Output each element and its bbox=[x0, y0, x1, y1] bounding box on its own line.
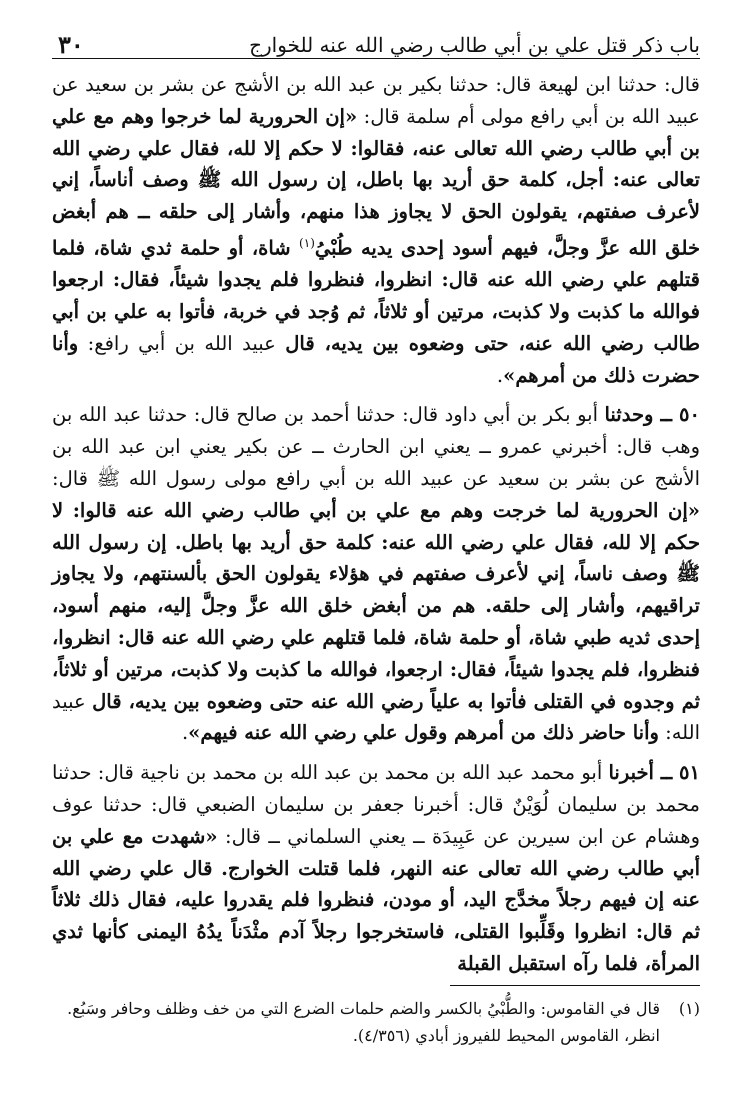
chapter-title: باب ذكر قتل علي بن أبي طالب رضي الله عنه للخوارج bbox=[249, 33, 700, 57]
hadith-number: ٥٠ ــ وحدثنا bbox=[604, 403, 700, 427]
footnotes bbox=[52, 995, 700, 1049]
footnote-mark: (١) bbox=[678, 999, 700, 1018]
quoted-text: وأنا حاضر ذلك من أمرهم وقول علي رضي الله عنه فيهم» bbox=[188, 721, 659, 745]
running-header bbox=[52, 28, 700, 59]
quoted-text: «إن الحرورية لما خرجوا وهم مع علي بن أبي طالب رضي الله تعالى عنه، فقالوا: لا حكم إلا لله، فقال علي رضي الله تعالى عنه: أجل، كلمة حق أريد بها باطل، إن رسول الله ﷺ وصف أناساً، إني لأعرف صفتهم، يقولون الحق لا يجاوز هذا منهم، وأشار إلى حلقه ــ هم أبغض خلق الله عزَّ وجلَّ، فيهم أسود إحدى يديه طُبْيُ bbox=[52, 104, 700, 260]
footnote-text: قال في القاموس: والطُّبْيُ بالكسر والضم حلمات الضرع التي من خف وظلف وحافر وسَبُع. bbox=[67, 999, 660, 1018]
footnote-text: انظر، القاموس المحيط للفيروز أبادي (٤/٣٥٦). bbox=[352, 1026, 660, 1045]
paragraph bbox=[52, 399, 700, 749]
narration-text: عبيد الله: bbox=[52, 689, 700, 745]
narration-text: عبيد الله بن أبي رافع: bbox=[78, 331, 286, 355]
paragraph bbox=[52, 69, 700, 391]
quoted-text: «شهدت مع علي بن أبي طالب رضي الله تعالى عنه النهر، فلما قتلت الخوارج. قال علي رضي الله عنه إن فيهم رجلاً مخدَّج اليد، أو مودن، فنظروا فلم يقدروا عليه، فقال ذلك ثلاثاً ثم قال: انظروا وقَلِّبوا القتلى، فاستخرجوا رجلاً آدم مثْدَناً يدُهُ اليمنى كأنها ثدي المرأة، فلما رآه استقبل القبلة bbox=[52, 824, 700, 976]
page-number: ٣٠ bbox=[58, 30, 84, 59]
quoted-text: شاة، أو حلمة ثدي شاة، فلما قتلهم علي رضي الله عنه قال: انظروا، فنظروا فلم يجدوا شيئاً، فقال: ارجعوا فوالله ما كذبت ولا كذبت، مرتين أو ثلاثاً، ثم وُجد في خربة، فأتوا به علي بن أبي طالب رضي الله عنه، حتى وضعوه بين يديه، قال bbox=[52, 236, 701, 355]
narration-text: أبو محمد عبد الله بن محمد بن عبد الله بن محمد بن ناجية قال: حدثنا محمد بن سليمان لُوَيْنٌ قال: أخبرنا جعفر بن سليمان الضبعي قال: حدثنا عوف وهشام عن ابن سيرين عن عَبِيدَة ــ يعني السلماني ــ قال: bbox=[52, 761, 700, 848]
narration-text: قال: حدثنا ابن لهيعة قال: حدثنا بكير بن عبد الله بن الأشج عن بشر بن سعيد عن عبيد الله بن أبي رافع مولى أم سلمة قال: bbox=[52, 73, 700, 128]
main-text bbox=[52, 69, 700, 980]
narration-text: أبو بكر بن أبي داود قال: حدثنا أحمد بن صالح قال: حدثنا عبد الله بن وهب قال: أخبرني عمرو ــ يعني ابن الحارث ــ عن بكير يعني ابن عبد الله بن الأشج عن بشر بن سعيد عن عبيد الله بن أبي رافع مولى رسول الله ﷺ قال: bbox=[52, 403, 700, 491]
footnote-line bbox=[52, 995, 700, 1022]
hadith-number: ٥١ ــ أخبرنا bbox=[608, 761, 700, 785]
quoted-text: «إن الحرورية لما خرجت وهم مع علي بن أبي طالب رضي الله عنه قالوا: لا حكم إلا لله، فقال علي رضي الله عنه: كلمة حق أريد بها باطل. إن رسول الله ﷺ وصف ناساً، إني لأعرف صفتهم في هؤلاء يقولون الحق بألسنتهم، ولا يجاوز تراقيهم، وأشار إلى حلقه. هم من أبغض خلق الله عزَّ وجلَّ إليه، منهم أسود، إحدى ثديه طبي شاة، أو حلمة شاة، فلما قتلهم علي رضي الله عنه قال: انظروا، فنظروا، فلم يجدوا شيئاً، فقال: ارجعوا، فوالله ما كذبت ولا كذبت، مرتين أو ثلاثاً، ثم وجدوه في القتلى فأتوا به علياً رضي الله عنه حتى وضعوه بين يديه، قال bbox=[52, 498, 700, 713]
narration-text: . bbox=[496, 363, 504, 387]
quoted-text: وأنا حضرت ذلك من أمرهم» bbox=[52, 331, 700, 387]
footnote-divider bbox=[450, 985, 700, 986]
narration-text: . bbox=[181, 721, 189, 745]
footnote-ref[interactable]: (١) bbox=[299, 235, 315, 250]
footnote-line bbox=[52, 1022, 700, 1049]
paragraph bbox=[52, 757, 700, 980]
